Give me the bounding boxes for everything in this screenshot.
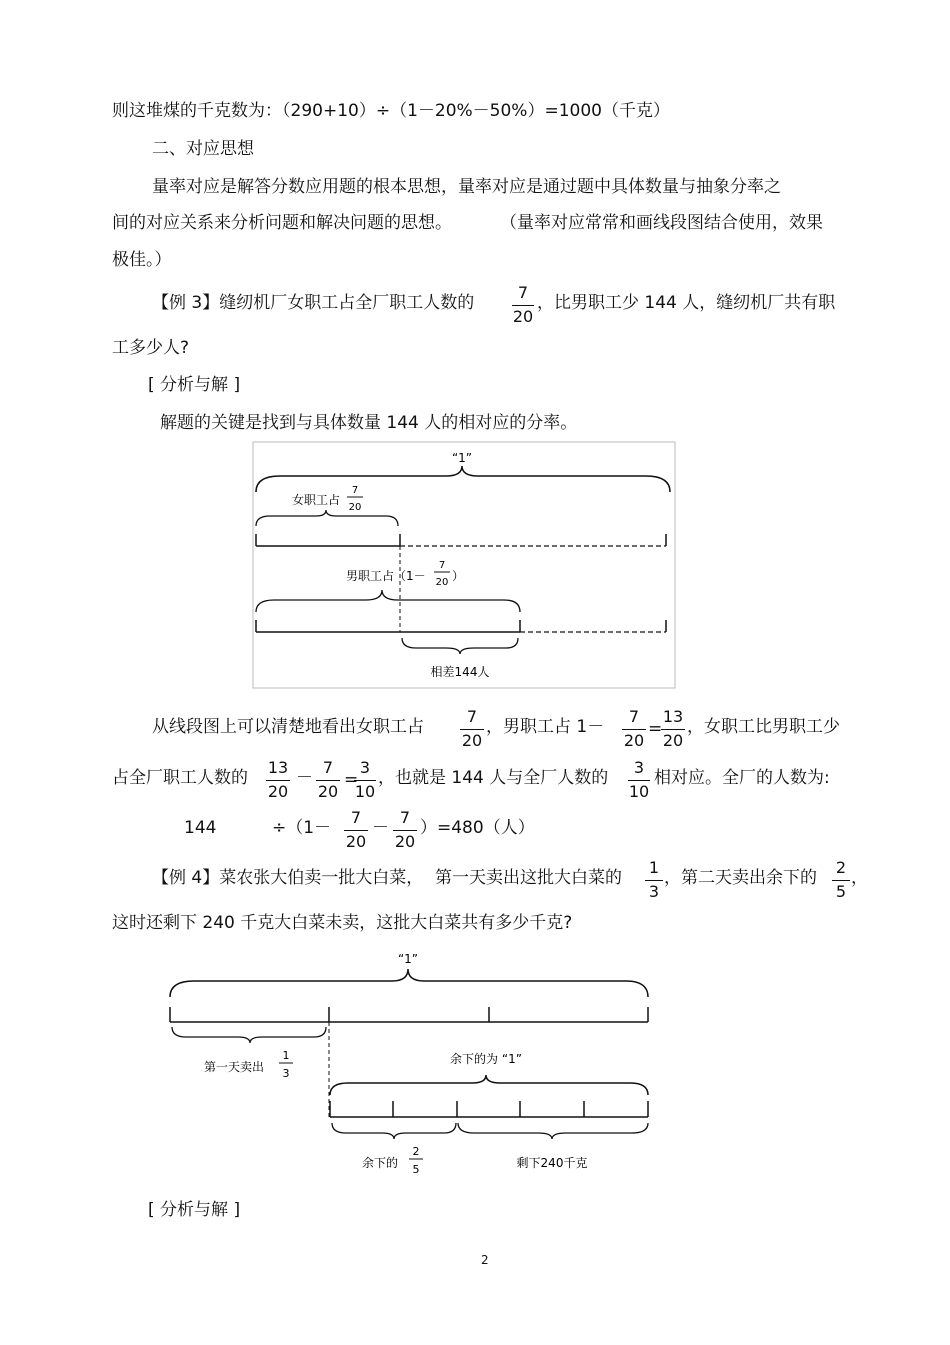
left-brace (458, 1123, 648, 1139)
fraction: 7 20 (512, 283, 534, 326)
paragraph-line: 间的对应关系来分析问题和解决问题的思想。 (112, 213, 452, 233)
svg-text:）: ） (452, 569, 465, 583)
remain-part-brace (332, 1123, 456, 1139)
fraction: 1 3 (645, 858, 663, 902)
example-3-text: ，比男职工少 144 人，缝纫机厂共有职 (537, 293, 836, 313)
diff-label: 相差144人 (430, 665, 490, 679)
svg-text:20: 20 (435, 577, 449, 588)
paragraph-line: 量率对应是解答分数应用题的根本思想，量率对应是通过题中具体数量与抽象分率之 (152, 177, 781, 197)
line-segment-diagram-2 (160, 945, 660, 1185)
svg-text:2: 2 (412, 1145, 420, 1158)
example-4-text: 【例 4】菜农张大伯卖一批大白菜， (152, 868, 424, 888)
calc-number: 144 (184, 818, 217, 838)
remainder-whole-label: 余下的为 “1” (450, 1052, 522, 1066)
left-label: 剩下240千克 (516, 1156, 588, 1170)
svg-text:7: 7 (438, 560, 446, 571)
minus-sign: － (296, 768, 313, 788)
male-brace (256, 590, 520, 612)
fraction: 7 20 (461, 707, 483, 750)
diff-brace (402, 638, 518, 654)
svg-text:1: 1 (282, 1049, 290, 1062)
line-segment-diagram-1 (250, 440, 680, 690)
comma: ， (851, 868, 868, 888)
fraction: 13 20 (662, 707, 684, 750)
whole-label: “1” (451, 451, 473, 465)
minus-sign: － (372, 818, 389, 838)
male-label: 男职工占（1－ (346, 569, 426, 583)
section-heading: 二、对应思想 (152, 139, 254, 159)
svg-text:7: 7 (351, 485, 359, 496)
example-3-text: 工多少人? (112, 338, 190, 358)
fraction: 3 10 (354, 758, 376, 801)
key-point: 解题的关键是找到与具体数量 144 人的相对应的分率。 (160, 413, 578, 433)
paragraph-line: （量率对应常常和画线段图结合使用，效果 (500, 213, 823, 233)
first-day-label: 第一天卖出 (204, 1060, 265, 1074)
explain-text: 从线段图上可以清楚地看出女职工占 (152, 717, 424, 737)
female-brace (256, 510, 398, 526)
explain-text: 相对应。全厂的人数为: (654, 768, 830, 788)
example-4-text: ，第二天卖出余下的 (664, 868, 817, 888)
paragraph-line: 极佳。） (112, 250, 172, 270)
calc-text: ÷（1－ (272, 818, 332, 838)
equals-sign: = (648, 719, 663, 739)
example-4-text: 第一天卖出这批大白菜的 (435, 868, 622, 888)
whole-brace (256, 466, 670, 492)
example-3-text: 【例 3】缝纫机厂女职工占全厂职工人数的 (152, 293, 475, 313)
equals-sign: = (344, 770, 359, 790)
whole-label: “1” (397, 952, 419, 966)
fraction: 7 20 (394, 808, 416, 851)
svg-text:3: 3 (282, 1067, 290, 1080)
line-calc-coal: 则这堆煤的千克数为：（290+10）÷（1－20%－50%）=1000（千克） (112, 101, 670, 121)
fraction: 7 20 (345, 808, 367, 851)
calc-text: ）=480（人） (420, 818, 535, 838)
fraction: 7 20 (623, 707, 645, 750)
fraction: 2 5 (832, 858, 850, 902)
remainder-brace (330, 1075, 648, 1095)
remain-part-label: 余下的 (362, 1156, 399, 1170)
example-4-text: 这时还剩下 240 千克大白菜未卖，这批大白菜共有多少千克? (112, 913, 573, 933)
fraction: 3 10 (628, 758, 650, 801)
whole-brace (170, 969, 648, 997)
svg-text:5: 5 (412, 1163, 420, 1176)
explain-text: ，男职工占 1－ (486, 717, 605, 737)
svg-text:20: 20 (348, 502, 362, 513)
explain-text: ，也就是 144 人与全厂人数的 (378, 768, 609, 788)
fraction: 7 20 (317, 758, 339, 801)
analysis-heading: [ 分析与解 ] (148, 1200, 241, 1220)
fraction: 13 20 (267, 758, 289, 801)
explain-text: 占全厂职工人数的 (112, 768, 248, 788)
female-label: 女职工占 (292, 493, 341, 507)
first-day-brace (172, 1027, 326, 1043)
analysis-heading: [ 分析与解 ] (148, 375, 241, 395)
explain-text: ，女职工比男职工少 (687, 717, 840, 737)
page-number: 2 (481, 1253, 489, 1267)
